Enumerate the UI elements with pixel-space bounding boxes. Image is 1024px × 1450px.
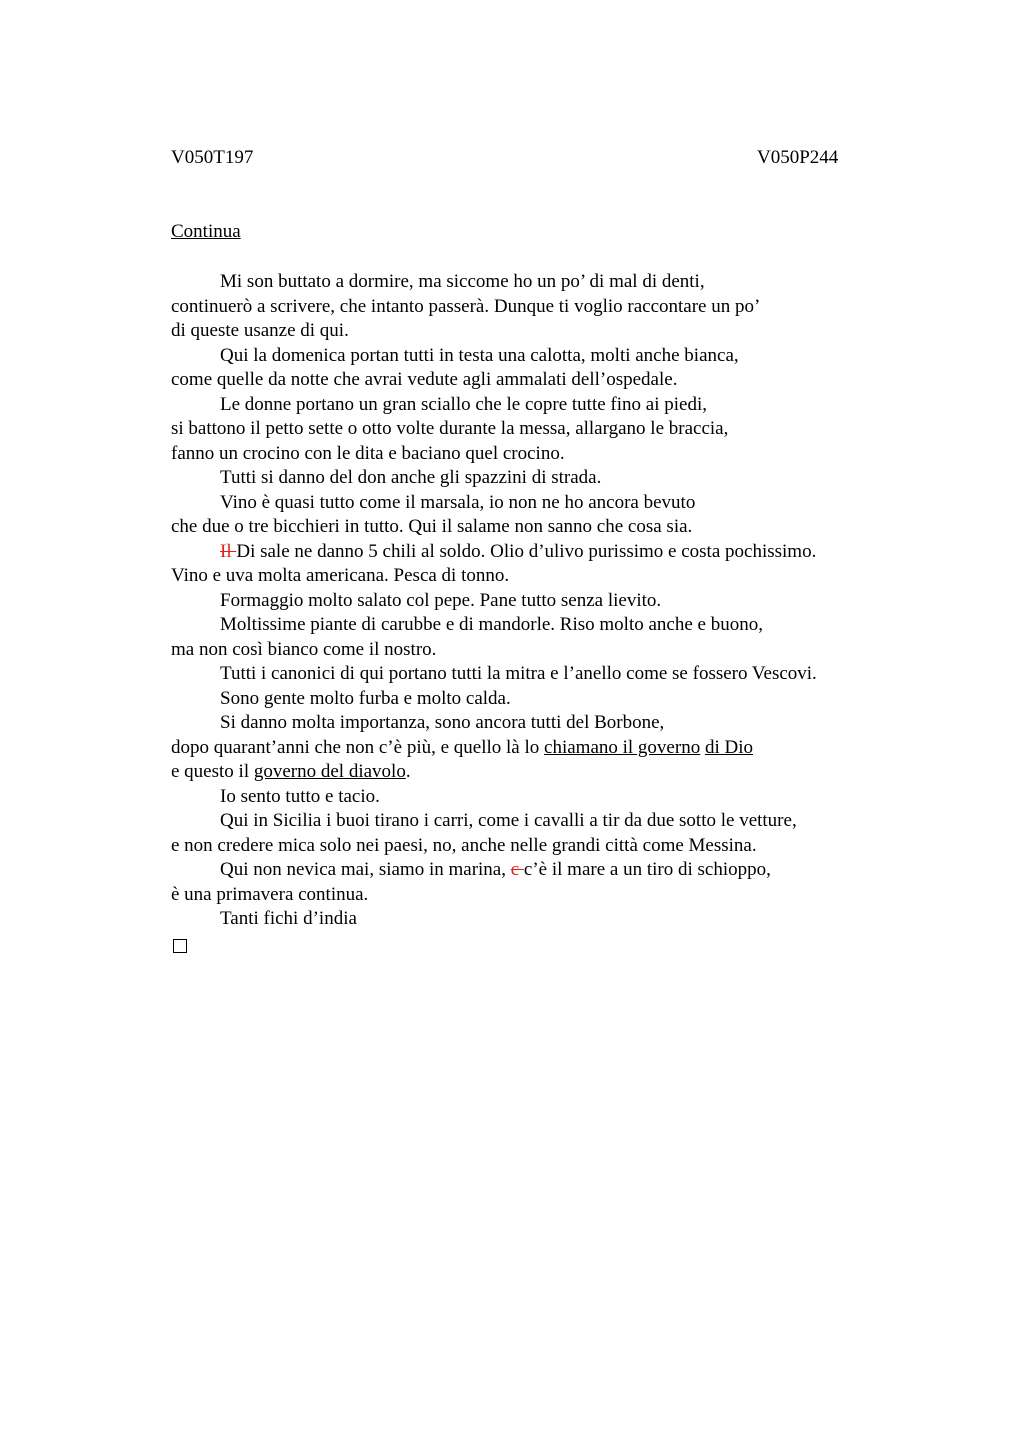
underlined-text: governo del diavolo xyxy=(253,761,406,782)
text-line: Mi son buttato a dormire, ma siccome ho un po’ di mal di denti, xyxy=(220,271,705,292)
text-line xyxy=(171,858,891,883)
document-body xyxy=(171,270,891,956)
document-code-right: V050P244 xyxy=(757,147,839,168)
text-line: Vino e uva molta americana. Pesca di tonno. xyxy=(171,565,510,586)
text-line: è una primavera continua. xyxy=(171,883,369,905)
text-line: Tutti i canonici di qui portano tutti la mitra e l’anello come se fossero Vescovi. xyxy=(220,663,817,684)
text-line: si battono il petto sette o otto volte durante la messa, allargano le braccia, xyxy=(171,418,729,439)
underlined-text: di Dio xyxy=(704,736,753,758)
underlined-text: chiamano il governo xyxy=(544,736,701,758)
document-heading: Continua xyxy=(171,221,241,242)
document-code-left: V050T197 xyxy=(171,147,254,168)
text-span: c’è il mare a un tiro di schioppo, xyxy=(523,859,771,880)
text-span: e questo il xyxy=(171,761,254,782)
text-span: Qui non nevica mai, siamo in marina, xyxy=(220,859,511,880)
end-mark-line xyxy=(171,932,891,957)
text-line: come quelle da notte che avrai vedute agli ammalati dell’ospedale. xyxy=(171,369,678,390)
text-line: Qui in Sicilia i buoi tirano i carri, come i cavalli a tir da due sotto le vetture, xyxy=(220,810,797,831)
text-line: Moltissime piante di carubbe e di mandorle. Riso molto anche e buono, xyxy=(220,614,763,635)
text-line: e non credere mica solo nei paesi, no, anche nelle grandi città come Messina. xyxy=(171,834,757,856)
text-line xyxy=(171,736,891,761)
text-span: . xyxy=(405,761,411,782)
text-line: di queste usanze di qui. xyxy=(171,320,349,341)
text-line: ma non così bianco come il nostro. xyxy=(171,638,437,660)
text-span: dopo quarant’anni che non c’è più, e quello là lo xyxy=(171,736,545,758)
text-line: Tanti fichi d’india xyxy=(220,908,357,929)
text-span: Di sale ne danno 5 chili al soldo. Olio d’ulivo purissimo e costa pochissimo. xyxy=(236,540,817,562)
deleted-text: c xyxy=(510,859,524,880)
text-line: Vino è quasi tutto come il marsala, io non ne ho ancora bevuto xyxy=(220,491,696,513)
text-line: Le donne portano un gran sciallo che le copre tutte fino ai piedi, xyxy=(220,393,707,415)
text-line xyxy=(171,760,891,785)
text-line: fanno un crocino con le dita e baciano quel crocino. xyxy=(171,442,565,464)
text-line: Si danno molta importanza, sono ancora tutti del Borbone, xyxy=(220,712,665,733)
text-line: Io sento tutto e tacio. xyxy=(220,785,380,807)
text-line xyxy=(171,540,891,565)
text-line: continuerò a scrivere, che intanto passerà. Dunque ti voglio raccontare un po’ xyxy=(171,295,761,317)
deleted-text: Il xyxy=(220,540,237,562)
text-line: Formaggio molto salato col pepe. Pane tutto senza lievito. xyxy=(220,589,662,611)
text-line: Qui la domenica portan tutti in testa una calotta, molti anche bianca, xyxy=(220,344,739,366)
text-line: Sono gente molto furba e molto calda. xyxy=(220,687,511,709)
end-box-icon xyxy=(173,939,187,953)
text-line: che due o tre bicchieri in tutto. Qui il salame non sanno che cosa sia. xyxy=(171,516,693,537)
text-line: Tutti si danno del don anche gli spazzini di strada. xyxy=(220,467,602,488)
